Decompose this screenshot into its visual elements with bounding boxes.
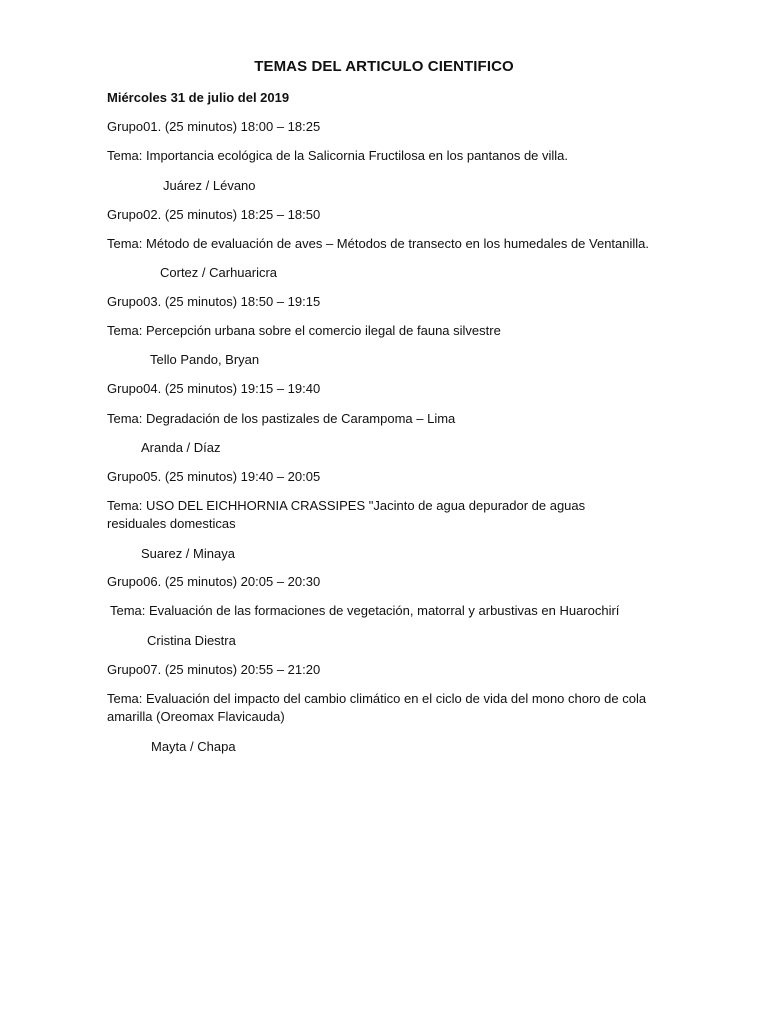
group-authors: Tello Pando, Bryan [150, 352, 260, 367]
group-topic: Tema: Percepción urbana sobre el comercio ilegal de fauna silvestre [107, 323, 501, 338]
group-authors: Juárez / Lévano [163, 178, 256, 193]
group-heading: Grupo01. (25 minutos) 18:00 – 18:25 [107, 119, 321, 134]
group-heading: Grupo02. (25 minutos) 18:25 – 18:50 [107, 207, 321, 222]
group-topic: Tema: Evaluación de las formaciones de vegetación, matorral y arbustivas en Huarochirí [110, 603, 620, 618]
group-topic: Tema: Degradación de los pastizales de Carampoma – Lima [107, 411, 456, 426]
group-heading: Grupo07. (25 minutos) 20:55 – 21:20 [107, 662, 321, 677]
group-authors: Mayta / Chapa [151, 739, 236, 754]
group-authors: Cristina Diestra [147, 633, 236, 648]
group-authors: Suarez / Minaya [141, 546, 235, 561]
group-authors: Cortez / Carhuaricra [160, 265, 278, 280]
group-topic: Tema: USO DEL EICHHORNIA CRASSIPES "Jacinto de agua depurador de aguas residuales domesticas [107, 498, 586, 531]
group-heading: Grupo06. (25 minutos) 20:05 – 20:30 [107, 574, 321, 589]
group-topic: Tema: Importancia ecológica de la Salicornia Fructilosa en los pantanos de villa. [107, 148, 569, 163]
group-topic: Tema: Método de evaluación de aves – Métodos de transecto en los humedales de Ventanilla. [107, 236, 650, 251]
group-heading: Grupo04. (25 minutos) 19:15 – 19:40 [107, 381, 321, 396]
group-authors: Aranda / Díaz [141, 440, 221, 455]
document-title: TEMAS DEL ARTICULO CIENTIFICO [254, 58, 514, 75]
session-date: Miércoles 31 de julio del 2019 [107, 90, 290, 105]
group-heading: Grupo03. (25 minutos) 18:50 – 19:15 [107, 294, 321, 309]
group-heading: Grupo05. (25 minutos) 19:40 – 20:05 [107, 469, 321, 484]
group-topic: Tema: Evaluación del impacto del cambio climático en el ciclo de vida del mono choro de cola amarilla (Oreomax Flavicauda) [107, 691, 647, 724]
